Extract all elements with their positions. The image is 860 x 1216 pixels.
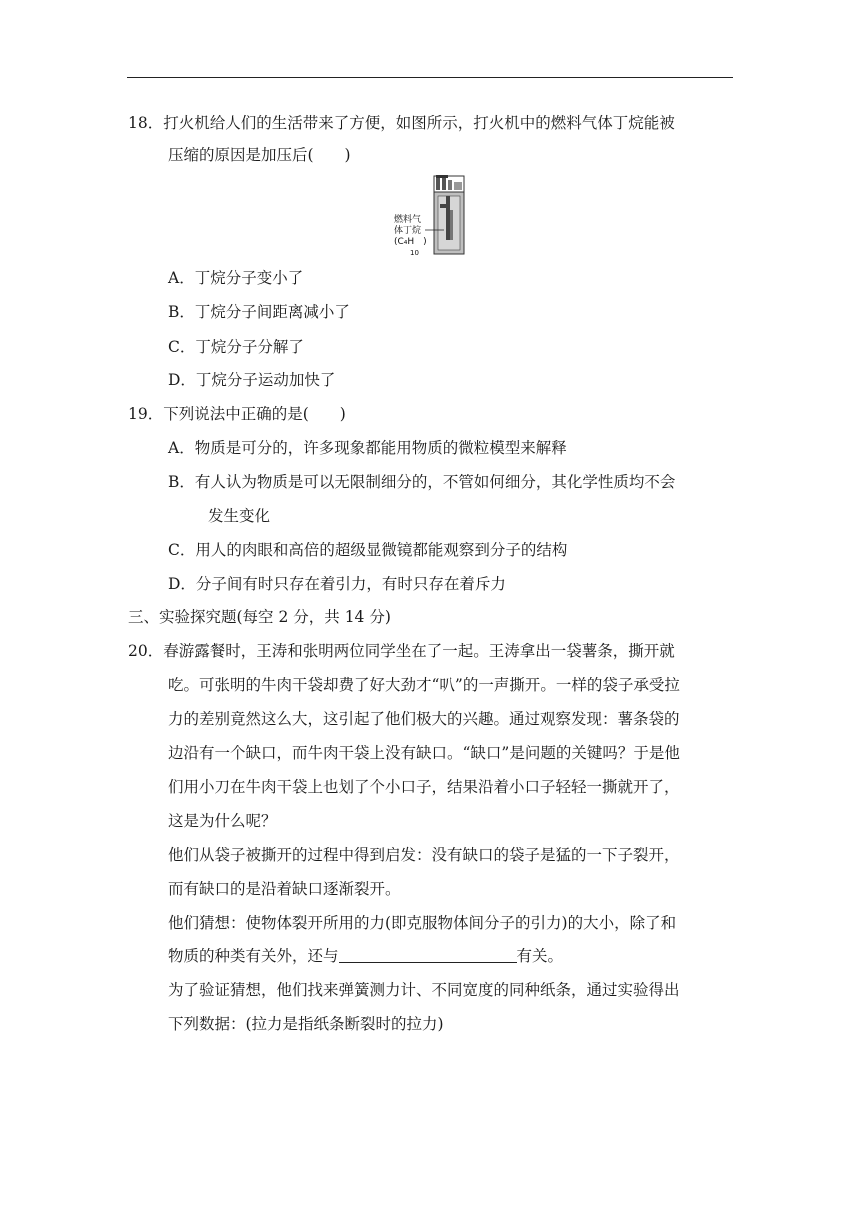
q20-line-2: 吃。可张明的牛肉干袋却费了好大劲才“叭”的一声撕开。一样的袋子承受拉 bbox=[168, 676, 680, 694]
q18-option-a: A．丁烷分子变小了 bbox=[168, 269, 304, 287]
q20-line-5: 们用小刀在牛肉干袋上也划了个小口子，结果沿着小口子轻轻一撕就开了， bbox=[168, 778, 680, 796]
q20-line-1: 20．春游露餐时，王涛和张明两位同学坐在了一起。王涛拿出一袋薯条，撕开就 bbox=[128, 642, 675, 660]
section-title: 三、实验探究题(每空 2 分，共 14 分) bbox=[128, 608, 391, 626]
q20-blank-line bbox=[168, 946, 563, 966]
q19-option-c: C．用人的肉眼和高倍的超级显微镜都能观察到分子的结构 bbox=[168, 541, 568, 559]
q19-option-b-line1: B．有人认为物质是可以无限制细分的，不管如何细分，其化学性质均不会 bbox=[168, 473, 676, 491]
q20-line-8: 而有缺口的是沿着缺口逐渐裂开。 bbox=[168, 880, 401, 898]
q18-option-d: D．丁烷分子运动加快了 bbox=[168, 371, 336, 389]
lighter-figure bbox=[392, 174, 468, 262]
header-rule bbox=[127, 77, 733, 78]
q18-stem-line1: 18．打火机给人们的生活带来了方便，如图所示，打火机中的燃料气体丁烷能被 bbox=[128, 114, 675, 132]
q20-tail-line-1: 为了验证猜想，他们找来弹簧测力计、不同宽度的同种纸条，通过实验得出 bbox=[168, 981, 680, 999]
q20-tail-line-2: 下列数据：(拉力是指纸条断裂时的拉力) bbox=[168, 1015, 444, 1033]
figure-label-line1: 燃料气 bbox=[394, 215, 422, 225]
figure-label-subscript: 10 bbox=[410, 249, 419, 257]
q20-line-4: 边沿有一个缺口，而牛肉干袋上没有缺口。“缺口”是问题的关键吗？于是他 bbox=[168, 744, 680, 762]
q20-line-9: 他们猜想：使物体裂开所用的力(即克服物体间分子的引力)的大小，除了和 bbox=[168, 914, 677, 932]
q18-option-c: C．丁烷分子分解了 bbox=[168, 338, 304, 356]
q20-line-6: 这是为什么呢？ bbox=[168, 812, 277, 830]
q19-option-b-line2: 发生变化 bbox=[208, 507, 271, 525]
q20-blank-prefix: 物质的种类有关外，还与 bbox=[168, 947, 339, 965]
q20-line-7: 他们从袋子被撕开的过程中得到启发：没有缺口的袋子是猛的一下子裂开， bbox=[168, 846, 680, 864]
figure-label-line3: (C₄H ) bbox=[394, 237, 427, 247]
q20-blank-suffix: 有关。 bbox=[516, 947, 564, 965]
q20-line-3: 力的差别竟然这么大，这引起了他们极大的兴趣。通过观察发现：薯条袋的 bbox=[168, 710, 680, 728]
q19-option-a: A．物质是可分的，许多现象都能用物质的微粒模型来解释 bbox=[168, 439, 567, 457]
answer-blank[interactable] bbox=[339, 946, 517, 963]
q18-option-b: B．丁烷分子间距离减小了 bbox=[168, 303, 350, 321]
q18-stem-line2: 压缩的原因是加压后( ) bbox=[168, 146, 351, 164]
q19-stem: 19．下列说法中正确的是( ) bbox=[128, 405, 346, 423]
q19-option-d: D．分子间有时只存在着引力，有时只存在着斥力 bbox=[168, 575, 506, 593]
figure-label-line2: 体丁烷 bbox=[394, 226, 422, 236]
